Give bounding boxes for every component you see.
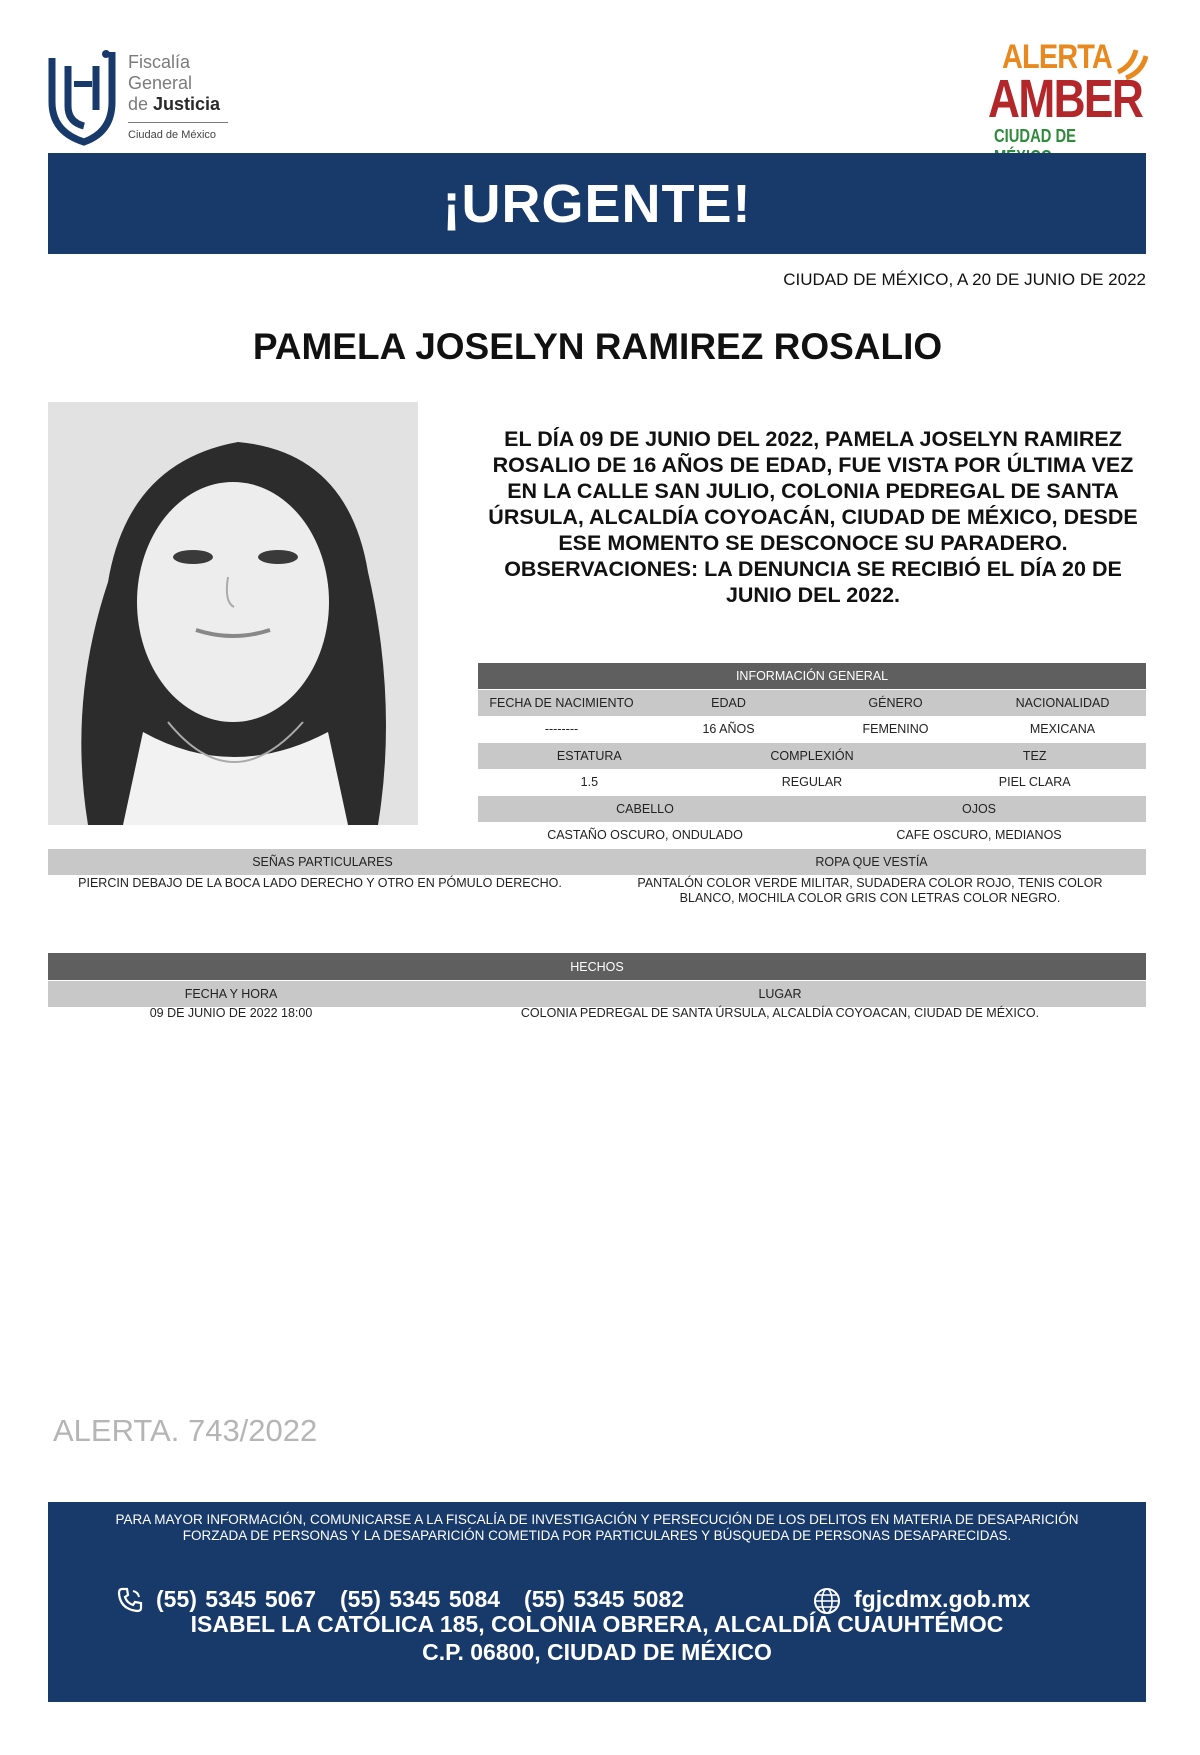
info-row2-values xyxy=(478,769,1146,795)
header-nationality: NACIONALIDAD xyxy=(1015,696,1110,710)
info-row1-values xyxy=(478,716,1146,742)
features-headers xyxy=(48,849,1146,875)
value-date-time: 09 DE JUNIO DE 2022 18:00 xyxy=(149,1006,313,1020)
info-row1-headers xyxy=(478,690,1146,716)
phone-number-3: (55) 5345 5082 xyxy=(524,1586,685,1612)
observations-text: OBSERVACIONES: LA DENUNCIA SE RECIBIÓ EL DÍA 20 DE JUNIO DEL 2022. xyxy=(504,557,1122,607)
phone-numbers xyxy=(156,1586,708,1613)
header-hair: CABELLO xyxy=(616,802,674,816)
website-link[interactable]: fgjcdmx.gob.mx xyxy=(854,1586,1031,1612)
value-birthdate: -------- xyxy=(544,722,579,736)
amber-logo-amber: AMBER xyxy=(988,69,1143,129)
header-height: ESTATURA xyxy=(556,749,622,763)
header-gender: GÉNERO xyxy=(868,696,923,710)
header-eyes: OJOS xyxy=(961,802,997,816)
value-clothing: PANTALÓN COLOR VERDE MILITAR, SUDADERA COLOR ROJO, TENIS COLOR BLANCO, MOCHILA COLOR GRIS CON LETRAS COLOR NEGRO. xyxy=(637,876,1103,905)
hechos-title: HECHOS xyxy=(48,953,1146,980)
alert-number: ALERTA. 743/2022 xyxy=(53,1413,318,1448)
value-age: 16 AÑOS xyxy=(702,722,755,736)
description-text: EL DÍA 09 DE JUNIO DEL 2022, PAMELA JOSELYN RAMIREZ ROSALIO DE 16 AÑOS DE EDAD, FUE VISTA POR ÚLTIMA VEZ EN LA CALLE SAN JULIO, COLONIA PEDREGAL DE SANTA ÚRSULA, ALCALDÍA COYOACÁN, CIUDAD DE MÉXICO, DESDE ESE MOMENTO SE DESCONOCE SU PARADERO. xyxy=(488,427,1138,555)
header-date-time: FECHA Y HORA xyxy=(184,987,278,1001)
header-birthdate: FECHA DE NACIMIENTO xyxy=(489,696,634,710)
person-name: PAMELA JOSELYN RAMIREZ ROSALIO xyxy=(252,326,943,367)
header-clothing: ROPA QUE VESTÍA xyxy=(815,855,928,869)
amber-logo-alerta: ALERTA xyxy=(1002,38,1112,76)
value-eyes: CAFE OSCURO, MEDIANOS xyxy=(896,828,1062,842)
header-skin: TEZ xyxy=(1022,749,1047,763)
fiscalia-logo-text: Fiscalía General de Justicia xyxy=(128,52,221,114)
phone-number-1: (55) 5345 5067 xyxy=(156,1586,317,1612)
info-row3-values xyxy=(478,822,1146,848)
footer-note: PARA MAYOR INFORMACIÓN, COMUNICARSE A LA FISCALÍA DE INVESTIGACIÓN Y PERSECUCIÓN DE LOS DELITOS EN MATERIA DE DESAPARICIÓN FORZADA DE PERSONAS Y LA DESAPARICIÓN COMETIDA POR PARTICULARES Y BÚSQUEDA DE PERSONAS DESAPARECIDAS. xyxy=(115,1512,1079,1543)
amber-logo-city: CIUDAD DE xyxy=(994,126,1077,146)
header-build: COMPLEXIÓN xyxy=(770,749,854,763)
value-height: 1.5 xyxy=(580,775,599,789)
hechos-values xyxy=(48,1000,1146,1026)
fiscalia-logo xyxy=(48,44,238,148)
header-age: EDAD xyxy=(711,696,746,710)
logo-divider xyxy=(128,122,228,123)
contact-footer xyxy=(48,1502,1146,1702)
description-block xyxy=(478,426,1148,608)
value-skin: PIEL CLARA xyxy=(998,775,1071,789)
value-nationality: MEXICANA xyxy=(1029,722,1096,736)
info-row2-headers xyxy=(478,743,1146,769)
value-hair: CASTAÑO OSCURO, ONDULADO xyxy=(547,828,743,842)
alerta-amber-logo xyxy=(988,38,1158,150)
address-line-2: C.P. 06800, CIUDAD DE MÉXICO xyxy=(422,1639,772,1665)
address-line-1: ISABEL LA CATÓLICA 185, COLONIA OBRERA, ALCALDÍA CUAUHTÉMOC xyxy=(190,1611,1004,1637)
missing-person-photo xyxy=(48,402,418,825)
header-distinguishing-marks: SEÑAS PARTICULARES xyxy=(252,855,393,869)
fgj-emblem-icon xyxy=(48,44,118,148)
info-row3-headers xyxy=(478,796,1146,822)
date-line: CIUDAD DE MÉXICO, A 20 DE JUNIO DE 2022 xyxy=(783,270,1146,289)
phone-number-2: (55) 5345 5084 xyxy=(340,1586,501,1612)
value-distinguishing-marks: PIERCIN DEBAJO DE LA BOCA LADO DERECHO Y OTRO EN PÓMULO DERECHO. xyxy=(78,876,562,890)
value-build: REGULAR xyxy=(781,775,843,789)
urgent-banner: ¡URGENTE! xyxy=(48,153,1146,254)
value-place: COLONIA PEDREGAL DE SANTA ÚRSULA, ALCALDÍA COYOACAN, CIUDAD DE MÉXICO. xyxy=(520,1006,1040,1020)
info-general-title: INFORMACIÓN GENERAL xyxy=(478,663,1146,689)
value-gender: FEMENINO xyxy=(862,722,929,736)
header-place: LUGAR xyxy=(758,987,802,1001)
fiscalia-logo-subtitle: Ciudad de México xyxy=(128,129,217,141)
